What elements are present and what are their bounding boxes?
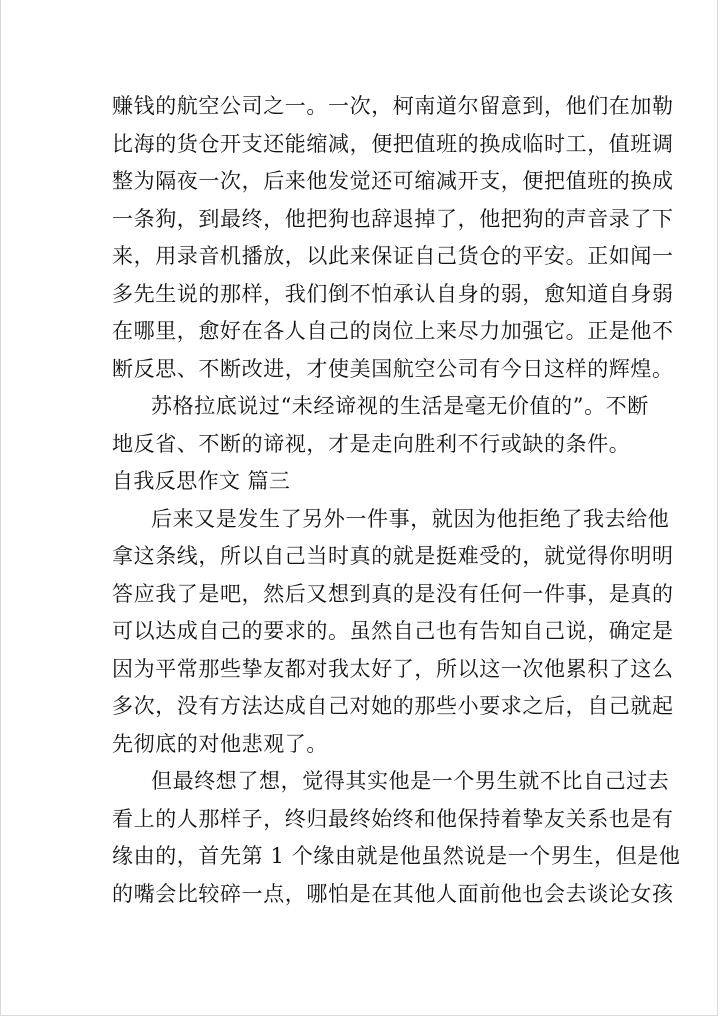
text-line: 后来又是发生了另外一件事，就因为他拒绝了我去给他	[151, 506, 670, 531]
text-line: 整为隔夜一次，后来他发觉还可缩减开支，便把值班的换成	[112, 169, 674, 193]
text-line: 的嘴会比较碎一点，哪怕是在其他人面前他也会去谈论女孩	[112, 881, 674, 906]
text-line: 赚钱的航空公司之一。一次，柯南道尔留意到，他们在加勒	[112, 94, 674, 118]
text-line: 缘由的，首先第 1 个缘由就是他虽然说是一个男生，但是他	[112, 844, 681, 868]
text-line: 地反省、不断的谛视，才是走向胜利不行或缺的条件。	[112, 431, 631, 456]
text-line: 看上的人那样子，终归最终始终和他保持着挚友关系也是有	[112, 806, 674, 831]
text-line: 在哪里，愈好在各人自己的岗位上来尽力加强它。正是他不	[112, 319, 674, 343]
text-line: 多先生说的那样，我们倒不怕承认自身的弱，愈知道自身弱	[112, 281, 674, 306]
text-line: 先彻底的对他悲观了。	[112, 731, 328, 756]
text-line: 来，用录音机播放，以此来保证自己货仓的平安。正如闻一	[112, 244, 674, 268]
text-line: 但最终想了想，觉得其实他是一个男生就不比自己过去	[151, 769, 670, 793]
text-line: 可以达成自己的要求的。虽然自己也有告知自己说，确定是	[112, 619, 674, 643]
text-line: 比海的货仓开支还能缩减，便把值班的换成临时工，值班调	[112, 131, 674, 156]
text-line: 一条狗，到最终，他把狗也辞退掉了，他把狗的声音录了下	[112, 206, 674, 231]
text-line: 多次，没有方法达成自己对她的那些小要求之后，自己就起	[112, 694, 674, 718]
text-line: 因为平常那些挚友都对我太好了，所以这一次他累积了这么	[112, 656, 674, 681]
text-line: 苏格拉底说过“未经谛视的生活是毫无价值的”。不断	[151, 394, 649, 418]
text-line: 拿这条线，所以自己当时真的就是挺难受的，就觉得你明明	[112, 544, 674, 568]
text-line: 断反思、不断改进，才使美国航空公司有今日这样的辉煌。	[112, 356, 674, 381]
section-heading: 自我反思作文 篇三	[112, 469, 291, 493]
text-line: 答应我了是吧，然后又想到真的是没有任何一件事，是真的	[112, 581, 674, 606]
document-body	[112, 88, 681, 913]
